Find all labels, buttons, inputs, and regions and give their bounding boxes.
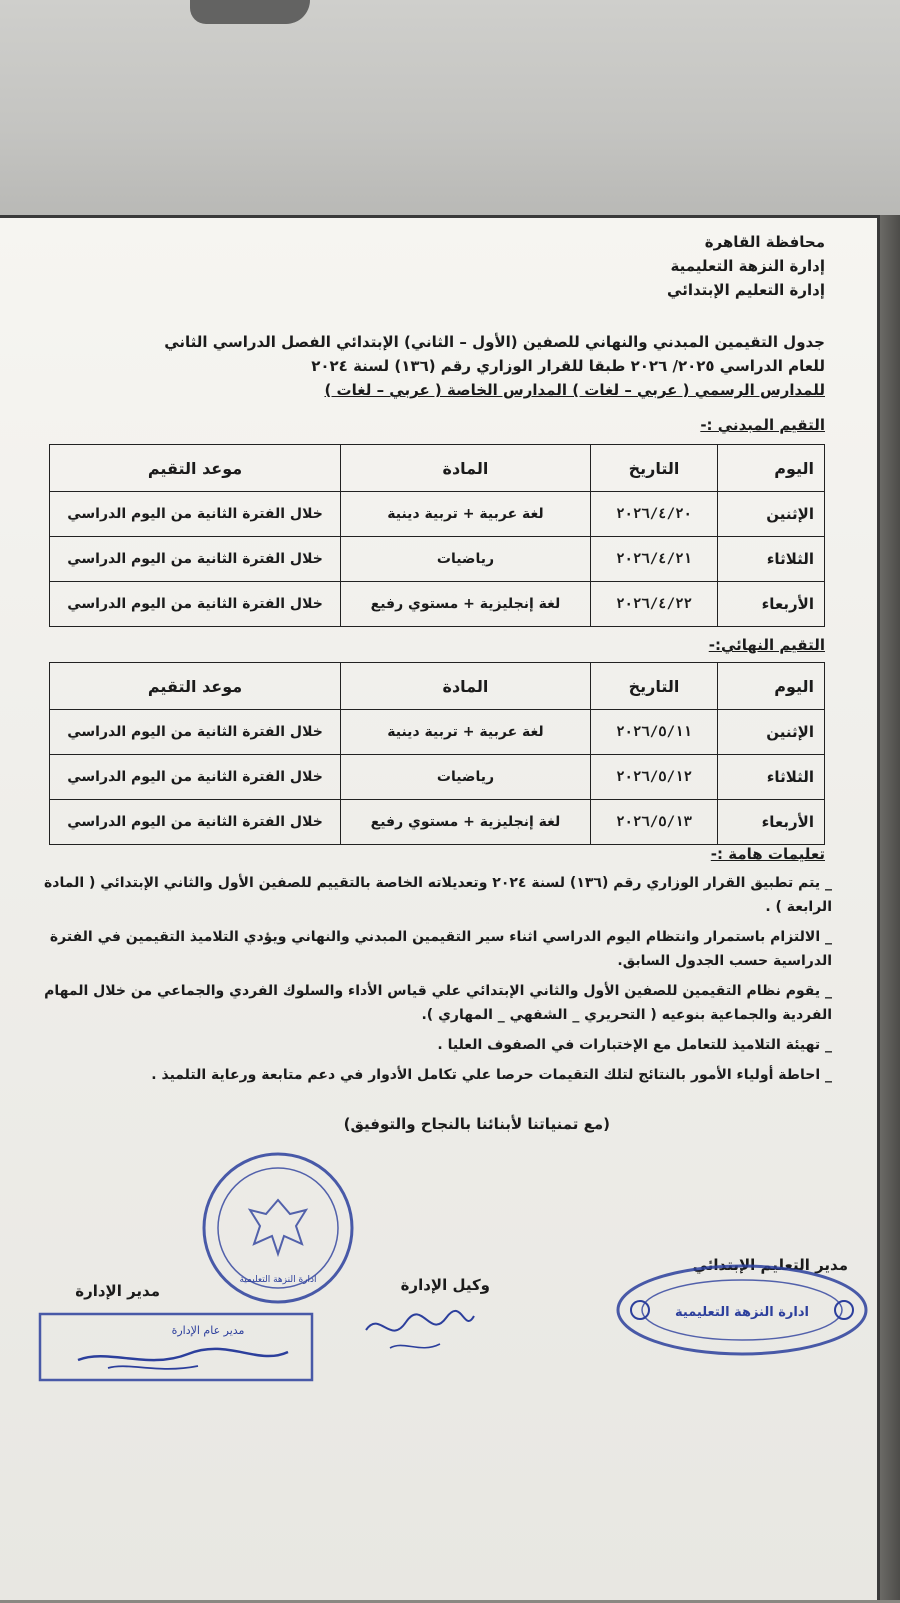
cell-day: الأربعاء — [718, 800, 825, 845]
background-surface — [0, 0, 900, 215]
table-header-row — [50, 445, 825, 492]
signature-primary-director: مدير التعليم الإبتدائي — [692, 1256, 848, 1274]
cell-subject: لغة إنجليزية + مستوي رفيع — [341, 582, 591, 627]
document-content — [0, 218, 880, 1603]
cell-date: ٢٠٢٦/٤/٢٠ — [590, 492, 717, 537]
final-assessment-heading: التقيم النهائي:- — [708, 636, 825, 654]
deputy-handwritten-signature — [360, 1300, 480, 1360]
cell-subject: رياضيات — [341, 537, 591, 582]
header-governorate: محافظة القاهرة — [704, 233, 825, 251]
col-header-subject: المادة — [341, 445, 591, 492]
signature-director: مدير الإدارة — [75, 1282, 160, 1300]
document-paper — [0, 215, 880, 1600]
cell-date: ٢٠٢٦/٥/١٣ — [590, 800, 717, 845]
instruction-item: _ يقوم نظام التقيمين للصفين الأول والثاني الإبتدائي علي قياس الأداء والسلوك الفردي والجماعي من خلال المهام الفردية والجماعية بنوعيه ( التحريري _ الشفهي _ المهاري ). — [44, 983, 832, 1023]
cell-time: خلال الفترة الثانية من اليوم الدراسي — [50, 800, 341, 845]
header-department: إدارة التعليم الإبتدائي — [667, 281, 825, 299]
document-title-block — [55, 330, 825, 402]
cell-day: الثلاثاء — [718, 537, 825, 582]
cell-time: خلال الفترة الثانية من اليوم الدراسي — [50, 492, 341, 537]
table-row — [50, 582, 825, 627]
cell-time: خلال الفترة الثانية من اليوم الدراسي — [50, 537, 341, 582]
instruction-item: _ الالتزام باستمرار وانتظام اليوم الدراسي اثناء سير التقيمين المبدني والنهاني ويؤدي التلاميذ التقيمين في الفترة الدراسية حسب الجدول السابق. — [49, 929, 832, 969]
initial-assessment-table — [49, 444, 825, 627]
cell-time: خلال الفترة الثانية من اليوم الدراسي — [50, 582, 341, 627]
cell-subject: لغة إنجليزية + مستوي رفيع — [341, 800, 591, 845]
col-header-date: التاريخ — [590, 445, 717, 492]
cell-time: خلال الفترة الثانية من اليوم الدراسي — [50, 755, 341, 800]
cell-date: ٢٠٢٦/٤/٢٢ — [590, 582, 717, 627]
cell-day: الإثنين — [718, 710, 825, 755]
col-header-day: اليوم — [718, 445, 825, 492]
official-round-seal — [198, 1148, 358, 1308]
background-edge — [880, 215, 900, 1600]
col-header-subject: المادة — [341, 663, 591, 710]
col-header-day: اليوم — [718, 663, 825, 710]
header-directorate: إدارة النزهة التعليمية — [670, 257, 825, 275]
title-line-3: للمدارس الرسمي ( عربي – لغات ) المدارس الخاصة ( عربي – لغات ) — [324, 381, 825, 399]
cell-day: الإثنين — [718, 492, 825, 537]
cell-day: الثلاثاء — [718, 755, 825, 800]
table-row — [50, 492, 825, 537]
department-oval-stamp — [612, 1260, 872, 1360]
cell-subject: رياضيات — [341, 755, 591, 800]
rect-stamp-text: مدير عام الإدارة — [171, 1324, 245, 1337]
cell-date: ٢٠٢٦/٥/١١ — [590, 710, 717, 755]
instructions-heading: تعليمات هامة :- — [710, 845, 825, 863]
cell-subject: لغة عربية + تربية دينية — [341, 492, 591, 537]
col-header-time: موعد التقيم — [50, 663, 341, 710]
cell-subject: لغة عربية + تربية دينية — [341, 710, 591, 755]
table-row — [50, 755, 825, 800]
table-row — [50, 710, 825, 755]
cell-day: الأربعاء — [718, 582, 825, 627]
final-assessment-table — [49, 662, 825, 845]
instruction-item: _ يتم تطبيق القرار الوزاري رقم (١٣٦) لسنة ٢٠٢٤ وتعديلاته الخاصة بالتقييم للصفين الأول والثاني الإبتدائي ( المادة الرابعة ) . — [44, 875, 832, 915]
cell-time: خلال الفترة الثانية من اليوم الدراسي — [50, 710, 341, 755]
closing-wishes: (مع تمنياتنا لأبنائنا بالنجاح والتوفيق) — [343, 1115, 610, 1133]
table-header-row — [50, 663, 825, 710]
signature-deputy: وكيل الإدارة — [400, 1276, 490, 1294]
col-header-date: التاريخ — [590, 663, 717, 710]
table-row — [50, 800, 825, 845]
initial-assessment-heading: التقيم المبدني :- — [700, 416, 825, 434]
round-seal-text: ادارة النزهة التعليمية — [239, 1275, 317, 1285]
instruction-item: _ احاطة أولياء الأمور بالنتائج لتلك التقيمات حرصا علي تكامل الأدوار في دعم متابعة ورعاية التلميذ . — [151, 1067, 832, 1083]
title-line-1: جدول التقيمين المبدني والنهاني للصفين (الأول – الثاني) الإبتدائي الفصل الدراسي الثاني — [164, 333, 825, 351]
instruction-item: _ تهيئة التلاميذ للتعامل مع الإختبارات في الصفوف العليا . — [437, 1037, 832, 1053]
instructions-list — [42, 871, 832, 1093]
background-smudge — [190, 0, 310, 24]
table-row — [50, 537, 825, 582]
oval-stamp-text: ادارة النزهة التعليمية — [675, 1305, 809, 1320]
director-rect-stamp — [38, 1308, 318, 1388]
title-line-2: للعام الدراسي ٢٠٢٥/ ٢٠٢٦ طبقا للقرار الوزاري رقم (١٣٦) لسنة ٢٠٢٤ — [311, 357, 825, 375]
cell-date: ٢٠٢٦/٥/١٢ — [590, 755, 717, 800]
document-header — [667, 230, 825, 302]
cell-date: ٢٠٢٦/٤/٢١ — [590, 537, 717, 582]
col-header-time: موعد التقيم — [50, 445, 341, 492]
